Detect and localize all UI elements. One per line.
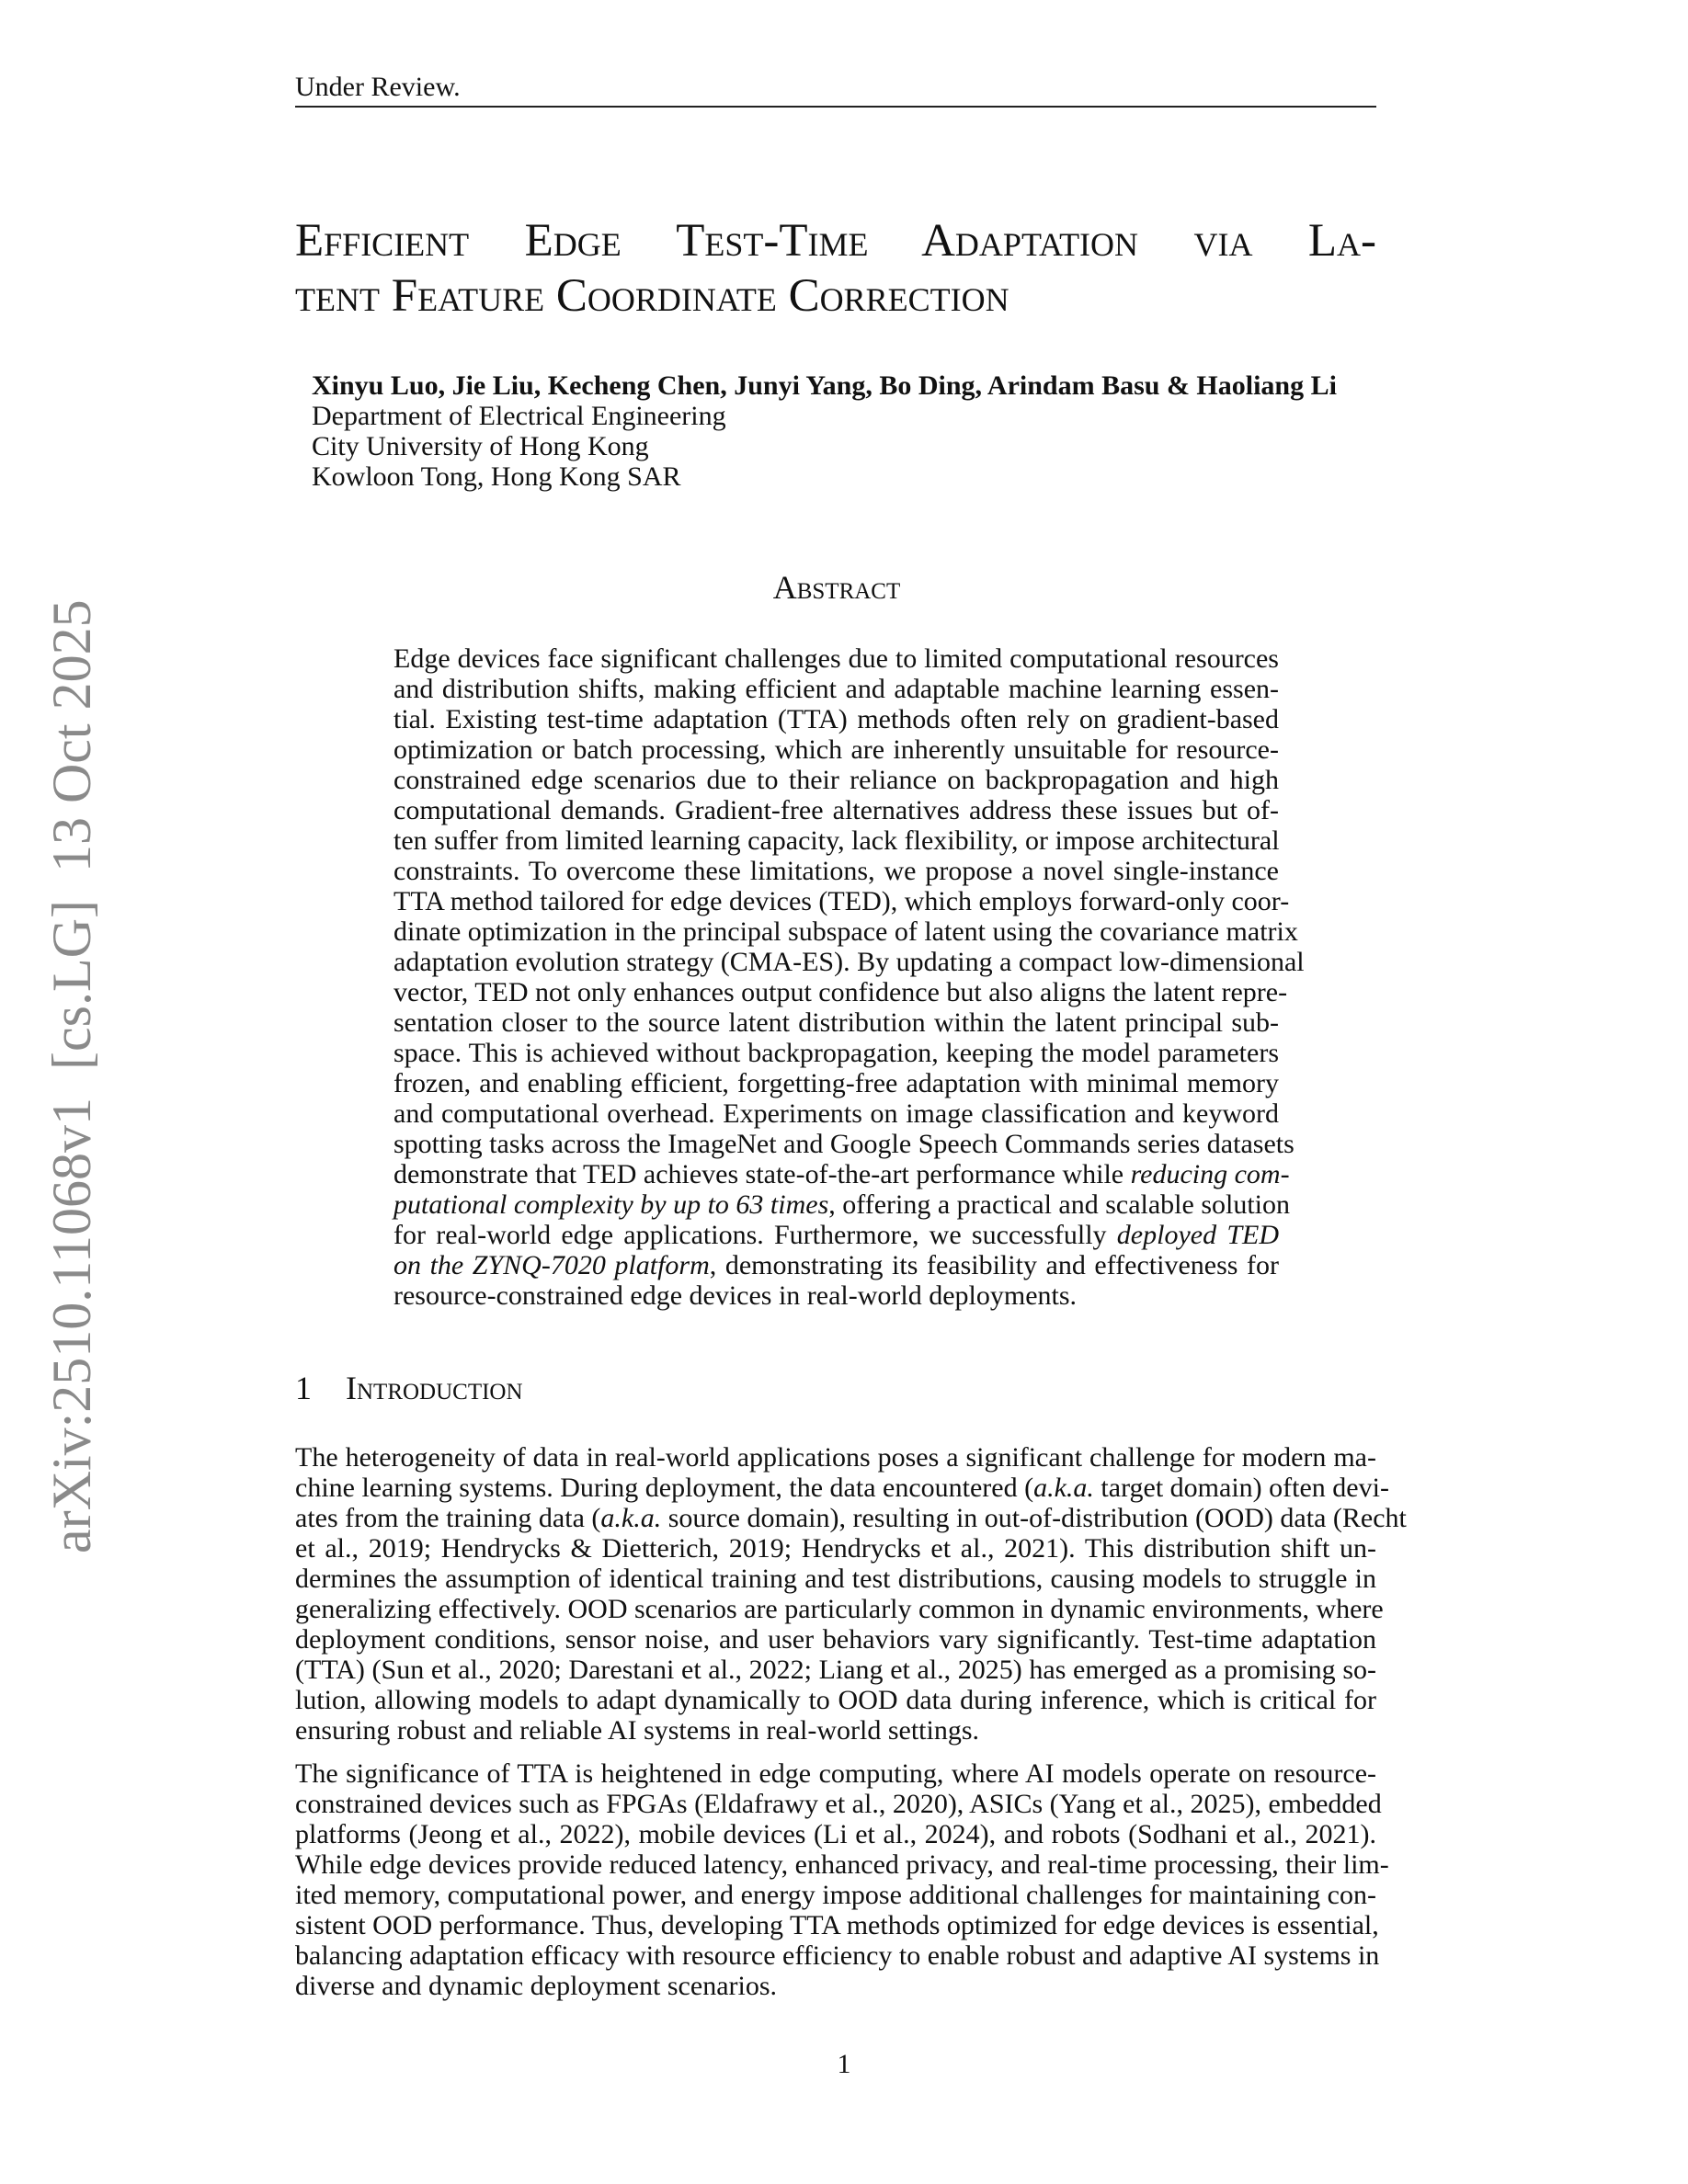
page-number: 1 [837,2049,851,2079]
text-line: While edge devices provide reduced latency, enhanced privacy, and real-time processing, their lim- [295,1849,1389,1880]
section-heading-introduction [295,1371,523,1405]
author-names: Xinyu Luo, Jie Liu, Kecheng Chen, Junyi Yang, Bo Ding, Arindam Basu & Haoliang Li [312,370,1337,401]
text-line: ten suffer from limited learning capacity, lack flexibility, or impose architectural [393,825,1280,856]
text-line: dermines the assumption of identical training and test distributions, causing models to struggle in [295,1564,1376,1594]
section-title: Introduction [346,1370,523,1406]
text-line: diverse and dynamic deployment scenarios. [295,1971,778,2001]
italic-text: deployed TED [1116,1220,1279,1250]
text-line: optimization or batch processing, which are inherently unsuitable for resource- [393,734,1279,765]
text-line: The heterogeneity of data in real-world applications poses a significant challenge for modern ma- [295,1442,1376,1473]
text-line: Edge devices face significant challenges due to limited computational resources [393,643,1279,674]
abstract-heading-text: Abstract [772,569,901,606]
running-header: Under Review. [295,72,461,102]
text-segment: demonstrate that TED achieves state-of-the-art performance while [393,1159,1131,1189]
header-rule [295,106,1376,108]
text-segment: , demonstrating its feasibility and effectiveness for [709,1250,1279,1280]
text-segment: ates from the training data ( [295,1503,601,1533]
text-line: constraints. To overcome these limitations, we propose a novel single-instance [393,856,1279,886]
text-line: frozen, and enabling efficient, forgetting-free adaptation with minimal memory [393,1068,1279,1098]
text-segment: for real-world edge applications. Furthermore, we successfully [393,1220,1117,1250]
introduction-paragraph [295,1442,1407,1746]
italic-text: a.k.a. [600,1503,662,1533]
author-department: Department of Electrical Engineering [312,401,726,431]
italic-text: reducing com- [1130,1159,1290,1189]
text-line: space. This is achieved without backpropagation, keeping the model parameters [393,1038,1279,1068]
author-block [312,370,1337,492]
text-line [295,1503,1407,1533]
text-line: and computational overhead. Experiments on image classification and keyword [393,1098,1279,1129]
author-location: Kowloon Tong, Hong Kong SAR [312,461,681,492]
abstract-heading [0,571,1688,604]
text-line: lution, allowing models to adapt dynamically to OOD data during inference, which is critical for [295,1685,1376,1715]
text-line: generalizing effectively. OOD scenarios are particularly common in dynamic environments, where [295,1594,1384,1624]
italic-text: putational complexity by up to 63 times [393,1189,829,1220]
text-line: vector, TED not only enhances output confidence but also aligns the latent repre- [393,977,1288,1007]
text-line [393,1250,1279,1280]
text-line: constrained devices such as FPGAs (Eldafrawy et al., 2020), ASICs (Yang et al., 2025), embedded [295,1789,1382,1819]
text-line: The significance of TTA is heightened in edge computing, where AI models operate on resource- [295,1758,1376,1789]
title-line: Efficient Edge Test-Time Adaptation via La- [295,215,1376,267]
text-line: (TTA) (Sun et al., 2020; Darestani et al., 2022; Liang et al., 2025) has emerged as a promising so- [295,1655,1376,1685]
text-line: spotting tasks across the ImageNet and Google Speech Commands series datasets [393,1129,1295,1159]
text-line: constrained edge scenarios due to their reliance on backpropagation and high [393,765,1279,795]
text-line: sistent OOD performance. Thus, developing TTA methods optimized for edge devices is essential, [295,1910,1379,1940]
abstract-body [393,643,1305,1311]
text-line: dinate optimization in the principal subspace of latent using the covariance matrix [393,916,1298,947]
text-line: balancing adaptation efficacy with resource efficiency to enable robust and adaptive AI systems in [295,1940,1380,1971]
text-segment: source domain), resulting in out-of-distribution (OOD) data (Recht [661,1503,1407,1533]
text-line: ensuring robust and reliable AI systems in real-world settings. [295,1715,980,1746]
text-line: adaptation evolution strategy (CMA-ES). By updating a compact low-dimensional [393,947,1305,977]
text-segment: , offering a practical and scalable solution [828,1189,1291,1220]
text-line: resource-constrained edge devices in real-world deployments. [393,1280,1078,1311]
italic-text: a.k.a. [1033,1473,1094,1503]
text-line [393,1189,1291,1220]
paper-title [295,213,1376,324]
text-line: ited memory, computational power, and energy impose additional challenges for maintaining con- [295,1880,1376,1910]
text-line: tial. Existing test-time adaptation (TTA) methods often rely on gradient-based [393,704,1279,734]
text-segment: target domain) often devi- [1093,1473,1389,1503]
text-line: TTA method tailored for edge devices (TED), which employs forward-only coor- [393,886,1290,916]
text-line: deployment conditions, sensor noise, and user behaviors vary significantly. Test-time adaptation [295,1624,1376,1655]
text-line: computational demands. Gradient-free alternatives address these issues but of- [393,795,1279,825]
text-segment: chine learning systems. During deployment, the data encountered ( [295,1473,1034,1503]
text-line: et al., 2019; Hendrycks & Dietterich, 2019; Hendrycks et al., 2021). This distribution shift un- [295,1533,1376,1564]
arxiv-identifier-sidebar[interactable]: arXiv:2510.11068v1 [cs.LG] 13 Oct 2025 [41,599,102,1553]
title-line: tent Feature Coordinate Correction [295,270,1009,322]
text-line [393,1159,1290,1189]
text-line [393,1220,1279,1250]
introduction-paragraph [295,1758,1389,2001]
text-line: and distribution shifts, making efficient and adaptable machine learning essen- [393,674,1279,704]
text-line: sentation closer to the source latent distribution within the latent principal sub- [393,1007,1279,1038]
text-line [295,1473,1389,1503]
author-university: City University of Hong Kong [312,431,649,461]
text-line: platforms (Jeong et al., 2022), mobile devices (Li et al., 2024), and robots (Sodhani et al., 2021). [295,1819,1376,1849]
section-number: 1 [295,1370,312,1406]
italic-text: on the ZYNQ-7020 platform [393,1250,710,1280]
